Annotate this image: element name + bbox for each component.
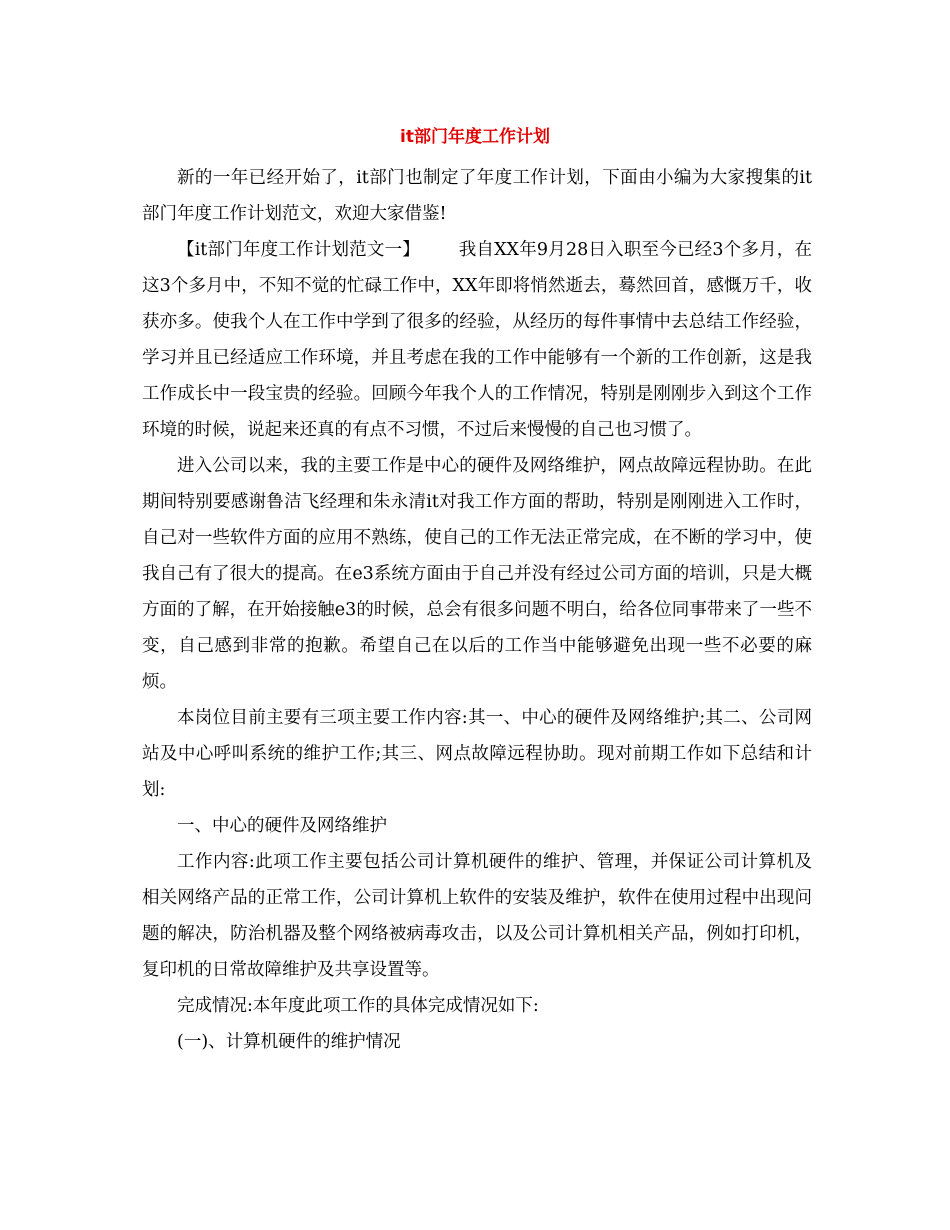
intro-paragraph: 新的一年已经开始了，it部门也制定了年度工作计划，下面由小编为大家搜集的it部门年度工作计划范文，欢迎大家借鉴! xyxy=(142,168,812,224)
body-paragraph: 本岗位目前主要有三项主要工作内容:其一、中心的硬件及网络维护;其二、公司网站及中心呼叫系统的维护工作;其三、网点故障远程协助。现对前期工作如下总结和计划: xyxy=(142,708,812,800)
sample-one-body: 我自XX年9月28日入职至今已经3个多月，在这3个多月中，不知不觉的忙碌工作中，XX年即将悄然逝去，蓦然回首，感慨万千，收获亦多。使我个人在工作中学到了很多的经验，从经历的每件事情中去总结工作经验，学习并且已经适应工作环境，并且考虑在我的工作中能够有一个新的工作创新，这是我工作成长中一段宝贵的经验。回顾今年我个人的工作情况，特别是刚刚步入到这个工作环境的时候，说起来还真的有点不习惯，不过后来慢慢的自己也习惯了。 xyxy=(142,240,812,440)
section-heading: 一、中心的硬件及网络维护 xyxy=(177,816,387,836)
body-paragraph: 完成情况:本年度此项工作的具体完成情况如下: xyxy=(177,996,539,1016)
sample-one-paragraph xyxy=(142,232,812,448)
document-body xyxy=(142,160,812,1060)
subsection-heading: (一)、计算机硬件的维护情况 xyxy=(177,1032,401,1052)
document-title: it部门年度工作计划 xyxy=(400,127,550,147)
sample-one-heading: 【it部门年度工作计划范文一】 xyxy=(177,240,420,260)
body-paragraph: 工作内容:此项工作主要包括公司计算机硬件的维护、管理，并保证公司计算机及相关网络产品的正常工作，公司计算机上软件的安装及维护，软件在使用过程中出现问题的解决，防治机器及整个网络被病毒攻击，以及公司计算机相关产品，例如打印机，复印机的日常故障维护及共享设置等。 xyxy=(142,852,812,980)
body-paragraph: 进入公司以来，我的主要工作是中心的硬件及网络维护，网点故障远程协助。在此期间特别要感谢鲁洁飞经理和朱永清it对我工作方面的帮助，特别是刚刚进入工作时，自己对一些软件方面的应用不熟练，使自己的工作无法正常完成，在不断的学习中，使我自己有了很大的提高。在e3系统方面由于自己并没有经过公司方面的培训，只是大概方面的了解，在开始接触e3的时候，总会有很多问题不明白，给各位同事带来了一些不变，自己感到非常的抱歉。希望自己在以后的工作当中能够避免出现一些不必要的麻烦。 xyxy=(142,456,812,692)
